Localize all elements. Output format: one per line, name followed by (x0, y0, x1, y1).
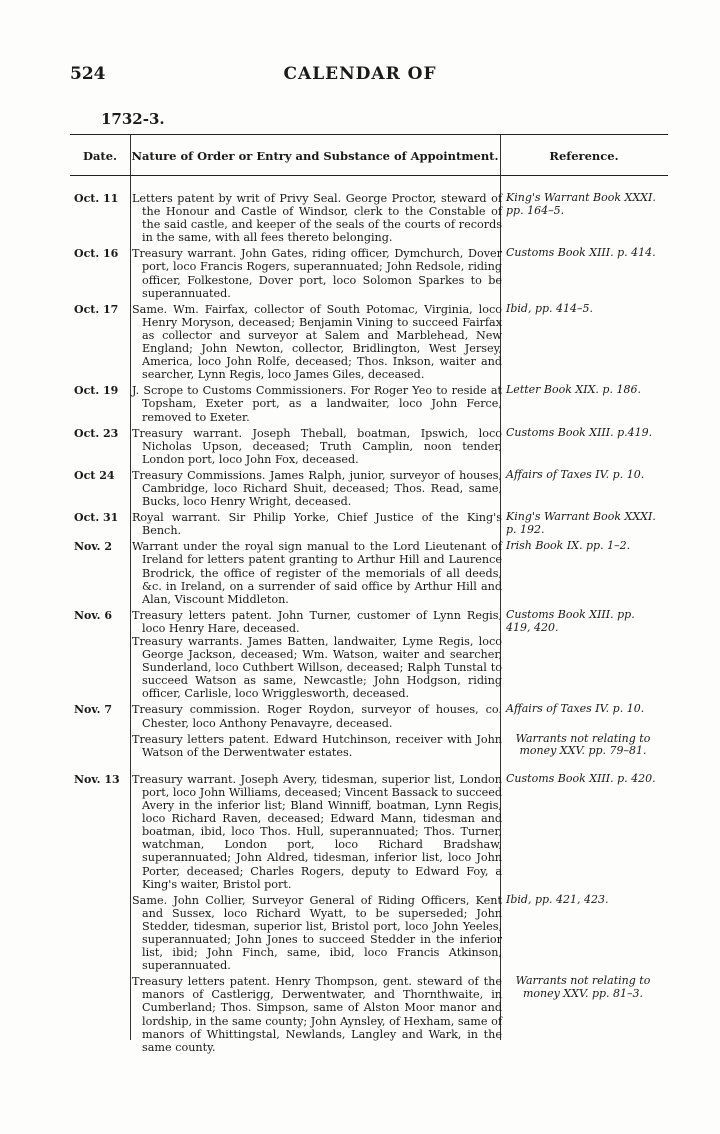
entry-text: Royal warrant. Sir Philip Yorke, Chief Justice of the King's Bench. (132, 511, 502, 538)
entry-date: Oct 24 (74, 468, 115, 482)
entry-reference: Affairs of Taxes IV. p. 10. (506, 702, 645, 716)
reference-column-header: Reference. (549, 149, 619, 163)
nature-column-header: Nature of Order or Entry and Substance of Appointment. (131, 149, 499, 163)
entry-date: Oct. 31 (74, 511, 119, 525)
table-row (70, 427, 668, 466)
table-row (70, 469, 668, 508)
entry-date: Nov. 6 (74, 608, 112, 622)
entry-reference: Irish Book IX. pp. 1–2. (506, 539, 631, 553)
table-row (70, 192, 668, 244)
entry-reference: Warrants not relating to money XXV. pp. 79–81. (515, 731, 651, 758)
table-body (70, 192, 668, 1054)
entry-text: Treasury warrant. Joseph Theball, boatman, Ipswich, loco Nicholas Upson, deceased; Truth Camplin, noon tender, London port, loco John Fox, deceased. (132, 426, 502, 466)
entry-reference: Ibid, pp. 414–5. (506, 301, 594, 315)
entry-text: Warrant under the royal sign manual to the Lord Lieutenant of Ireland for letters patent granting to Arthur Hill and Laurence Brodrick, the office of register of the memorials of all deeds, &c. in Ireland, on a surrender of said office by Arthur Hill and Alan, Viscount Middleton. (132, 540, 502, 606)
entry-date: Oct. 16 (74, 247, 119, 261)
table-row (70, 609, 668, 635)
entry-reference: Letter Book XIX. p. 186. (506, 383, 641, 397)
entry-date: Oct. 19 (74, 384, 119, 398)
entry-text: Treasury commission. Roger Roydon, surveyor of houses, co. Chester, loco Anthony Penavayre, deceased. (132, 703, 502, 730)
entry-reference: King's Warrant Book XXXI. pp. 164–5. (506, 191, 656, 217)
table-row (70, 247, 668, 299)
table-row (70, 303, 668, 382)
entry-reference: Customs Book XIII. pp. 419, 420. (506, 607, 635, 634)
entry-date: Oct. 11 (74, 192, 119, 205)
table-row (70, 511, 668, 537)
entry-reference: King's Warrant Book XXXI. p. 192. (506, 510, 656, 536)
entry-text: Treasury letters patent. John Turner, customer of Lynn Regis, loco Henry Hare, deceased. (132, 608, 502, 635)
entry-text: Treasury warrants. James Batten, landwaiter, Lyme Regis, loco George Jackson, deceased; Wm. Watson, waiter and searcher, Sunderland, loco Cuthbert Willson, deceased; Ralph Tunstal to succeed Watson as same, Newcastle; John Hodgson, riding officer, Carlisle, loco Wrigglesworth, deceased. (132, 635, 502, 701)
entry-text: Letters patent by writ of Privy Seal. George Proctor, steward of the Honour and Castle of Windsor, clerk to the Constable of the said castle, and keeper of the seals of the courts of records in the same, with all fees thereto belonging. (132, 192, 502, 245)
table-row (70, 635, 668, 700)
table-row (70, 975, 668, 1054)
entry-text: Treasury warrant. Joseph Avery, tidesman, superior list, London port, loco John Williams, deceased; Vincent Bassack to succeed Avery in the inferior list; Bland Winniff, boatman, Lynn Regis, loco Richard Raven, deceased; Edward Mann, tidesman and boatman, ibid, loco Thos. Hull, superannuated; Thos. Turner, watchman, London port, loco Richard Bradshaw, superannuated; John Aldred, tidesman, inferior list, loco John Porter, deceased; Charles Rogers, deputy to Edward Foy, a King's waiter, Bristol port. (132, 772, 502, 891)
date-column-header: Date. (82, 149, 118, 163)
entry-text: J. Scrope to Customs Commissioners. For Roger Yeo to reside at Topsham, Exeter port, as a landwaiter, loco John Ferce, removed to Exeter. (132, 384, 502, 424)
entry-reference: Customs Book XIII. p. 420. (506, 771, 656, 785)
entry-reference: Ibid, pp. 421, 423. (506, 892, 609, 906)
year-heading: 1732-3. (101, 110, 165, 128)
entry-reference: Customs Book XIII. p. 414. (506, 246, 656, 260)
entry-reference: Warrants not relating to money XXV. pp. 81–3. (515, 974, 651, 1001)
page-number: 524 (70, 64, 106, 84)
calendar-table (70, 134, 668, 1054)
entry-date: Nov. 2 (74, 540, 112, 554)
table-row (70, 540, 668, 605)
entry-reference: Customs Book XIII. p.419. (506, 425, 653, 439)
table-row (70, 703, 668, 729)
table-row (70, 894, 668, 973)
entry-text: Treasury letters patent. Henry Thompson, gent. steward of the manors of Castlerigg, Derwentwater, and Thornthwaite, in Cumberland; Thos. Simpson, same of Alston Moor manor and lordship, in the same county; John Aynsley, of Hexham, same of manors of Whittingstal, Newlands, Langley and Wark, in the same county. (132, 975, 502, 1054)
entry-date: Oct. 17 (74, 302, 119, 316)
table-row (70, 733, 668, 759)
entry-reference: Affairs of Taxes IV. p. 10. (506, 467, 645, 481)
entry-text: Same. John Collier, Surveyor General of Riding Officers, Kent and Sussex, loco Richard Wyatt, to be superseded; John Stedder, tidesman, superior list, Bristol port, loco John Yeeles, superannuated; John Jones to succeed Stedder in the inferior list, ibid; John Finch, same, ibid, loco Francis Atkinson, superannuated. (132, 893, 502, 973)
running-head: CALENDAR OF (283, 64, 437, 84)
table-row (70, 384, 668, 423)
entry-text: Treasury warrant. John Gates, riding officer, Dymchurch, Dover port, loco Francis Rogers, superannuated; John Redsole, riding officer, Folkestone, Dover port, loco Solomon Sparkes to be superannuated. (132, 247, 502, 300)
table-header (70, 135, 668, 176)
table-row (70, 773, 668, 891)
entry-date: Nov. 13 (74, 772, 120, 786)
entry-text: Same. Wm. Fairfax, collector of South Potomac, Virginia, loco Henry Moryson, deceased; Benjamin Vining to succeed Fairfax as collector and surveyor at Salem and Marblehead, New England; John Newton, collector, Bridlington, West Jersey, America, loco John Rolfe, deceased; Thos. Inkson, waiter and searcher, Lynn Regis, loco James Giles, deceased. (132, 302, 502, 382)
entry-text: Treasury Commissions. James Ralph, junior, surveyor of houses, Cambridge, loco Richard Shuit, deceased; Thos. Read, same, Bucks, loco Henry Wright, deceased. (132, 468, 502, 509)
entry-date: Nov. 7 (74, 703, 112, 717)
entry-text: Treasury letters patent. Edward Hutchinson, receiver with John Watson of the Derwentwater estates. (132, 732, 502, 759)
entry-date: Oct. 23 (74, 426, 119, 440)
